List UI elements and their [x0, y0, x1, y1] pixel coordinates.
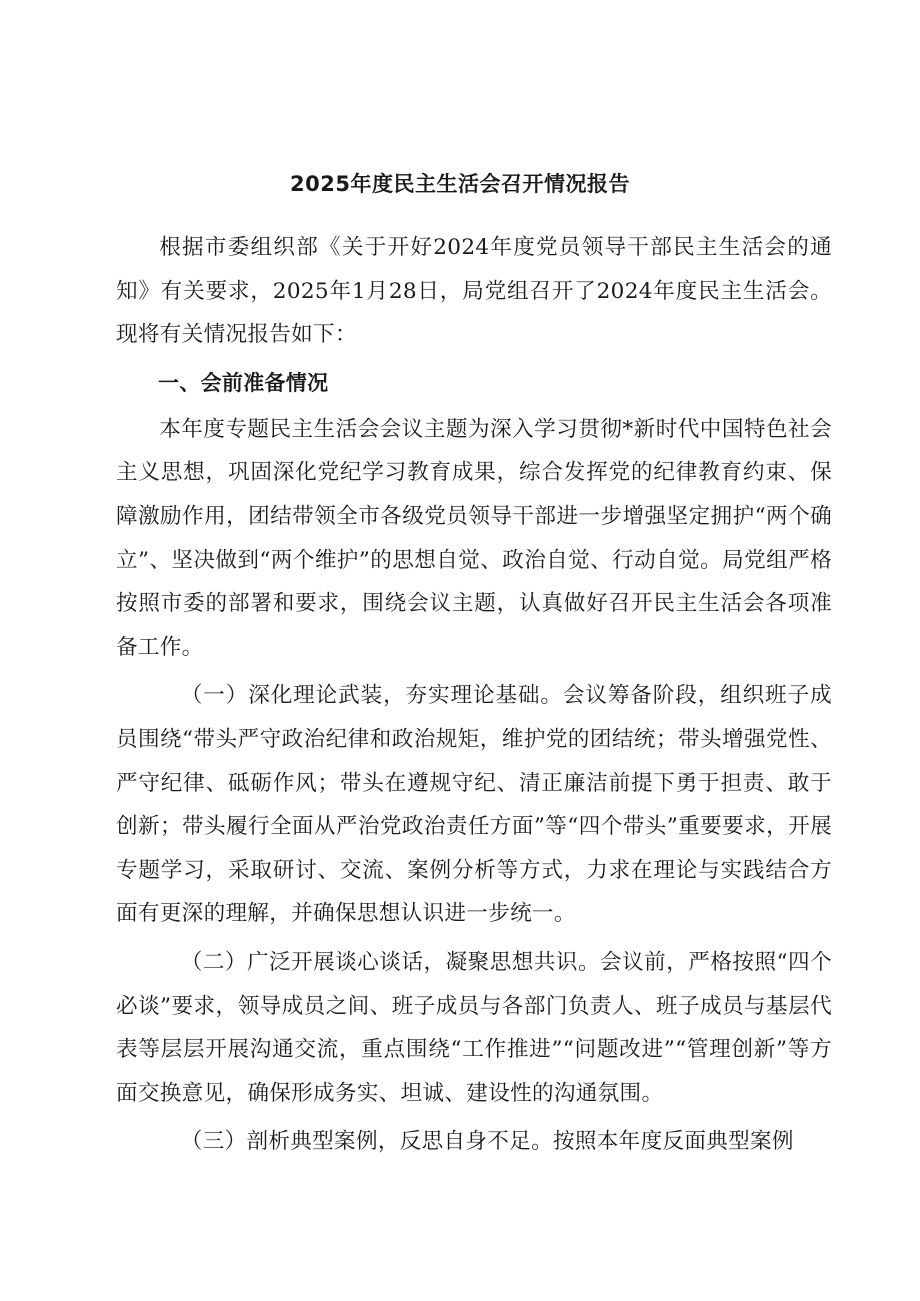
- section-heading-preparation: 一、会前准备情况: [158, 370, 329, 395]
- section-paragraph-theme: 本年度专题民主生活会会议主题为深入学习贯彻*新时代中国特色社会主义思想，巩固深化党纪学习教育成果，综合发挥党的纪律教育约束、保障激励作用，团结带领全市各级党员领导干部进一步增强坚定拥护“两个确立”、坚决做到“两个维护”的思想自觉、政治自觉、行动自觉。局党组严格按照市委的部署和要求，围绕会议主题，认真做好召开民主生活会各项准备工作。: [116, 416, 832, 660]
- item-paragraph-theory: （一）深化理论武装，夯实理论基础。会议筹备阶段，组织班子成员围绕“带头严守政治纪律和政治规矩，维护党的团结统；带头增强党性、严守纪律、砥砺作风；带头在遵规守纪、清正廉洁前提下勇于担责、敢于创新；带头履行全面从严治党政治责任方面”等“四个带头”重要要求，开展专题学习，采取研讨、交流、案例分析等方式，力求在理论与实践结合方面有更深的理解，并确保思想认识进一步统一。: [116, 683, 832, 927]
- item-paragraph-talks: （二）广泛开展谈心谈话，凝聚思想共识。会议前，严格按照“四个必谈”要求，领导成员之间、班子成员与各部门负责人、班子成员与基层代表等层层开展沟通交流，重点围绕“工作推进”“问题改进”“管理创新”等方面交换意见，确保形成务实、坦诚、建设性的沟通氛围。: [116, 949, 832, 1106]
- intro-paragraph: 根据市委组织部《关于开好2024年度党员领导干部民主生活会的通知》有关要求，2025年1月28日，局党组召开了2024年度民主生活会。现将有关情况报告如下：: [116, 235, 832, 348]
- document-body: [116, 226, 832, 1169]
- document-title: 2025年度民主生活会召开情况报告: [290, 172, 630, 196]
- item-paragraph-cases: （三）剖析典型案例，反思自身不足。按照本年度反面典型案例: [180, 1129, 794, 1155]
